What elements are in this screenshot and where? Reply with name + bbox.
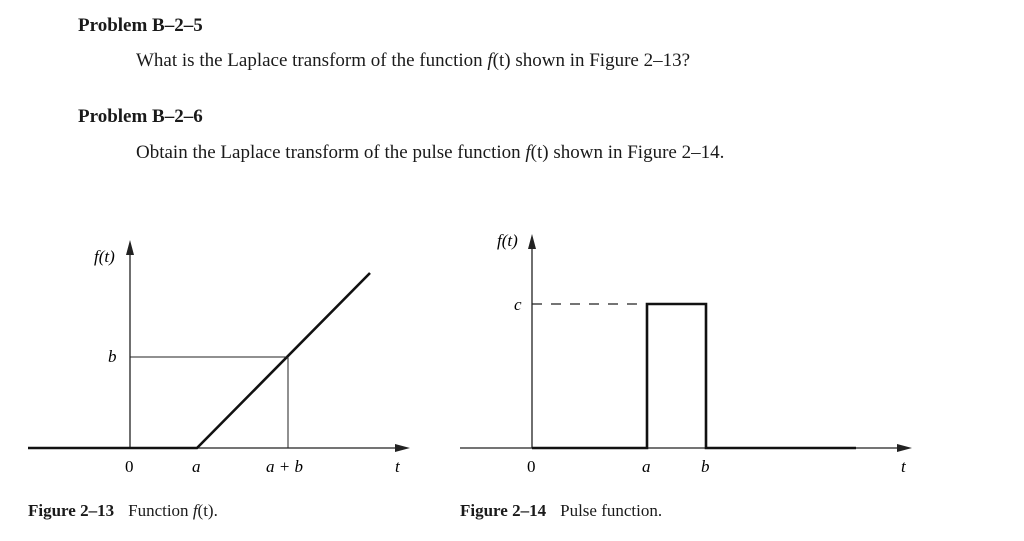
fig14-y-axis-arrow (528, 234, 536, 249)
fig14-pulse-curve (532, 304, 856, 448)
fig13-tick-a: a (192, 457, 201, 476)
fig13-level-label: b (108, 347, 117, 366)
fig13-tick-0: 0 (125, 457, 134, 476)
problem-b-2-5-text-before: What is the Laplace transform of the function (136, 50, 488, 71)
fig13-caption-number: Figure 2–13 (28, 501, 115, 520)
fig13-y-label: f(t) (94, 247, 115, 266)
problem-b-2-5-text-after: shown in Figure 2–13? (510, 50, 691, 71)
problem-b-2-5-heading: Problem B–2–5 (78, 15, 203, 36)
fig14-tick-b: b (701, 457, 710, 476)
fig14-x-axis-arrow (897, 444, 912, 452)
fig14-level-label: c (514, 295, 522, 314)
fig13-caption-func: f (192, 501, 198, 520)
fig14-x-label: t (901, 457, 906, 476)
fig14-tick-0: 0 (527, 457, 536, 476)
problem-b-2-5-func: f (487, 50, 493, 71)
fig14-y-label: f(t) (497, 231, 518, 250)
problem-b-2-6-heading: Problem B–2–6 (78, 106, 203, 127)
problem-b-2-6-text-before: Obtain the Laplace transform of the pulse function (136, 142, 526, 163)
fig13-caption-text-before: Function (128, 501, 193, 520)
fig14-tick-a: a (642, 457, 651, 476)
problem-b-2-6-func: f (525, 142, 531, 163)
fig13-caption-func-arg: (t) (197, 501, 214, 520)
problem-b-2-5-func-arg: (t) (492, 50, 511, 71)
fig13-x-label: t (395, 457, 400, 476)
fig14-caption (460, 501, 662, 521)
fig14-caption-number: Figure 2–14 (460, 501, 547, 520)
problem-b-2-6-text-after: shown in Figure 2–14. (548, 142, 725, 163)
fig13-caption (28, 501, 218, 521)
fig13-caption-text-after: . (213, 501, 218, 520)
fig14-caption-text: Pulse function. (560, 501, 663, 520)
problem-b-2-6-func-arg: (t) (530, 142, 549, 163)
fig13-tick-a-plus-b: a + b (266, 457, 303, 476)
